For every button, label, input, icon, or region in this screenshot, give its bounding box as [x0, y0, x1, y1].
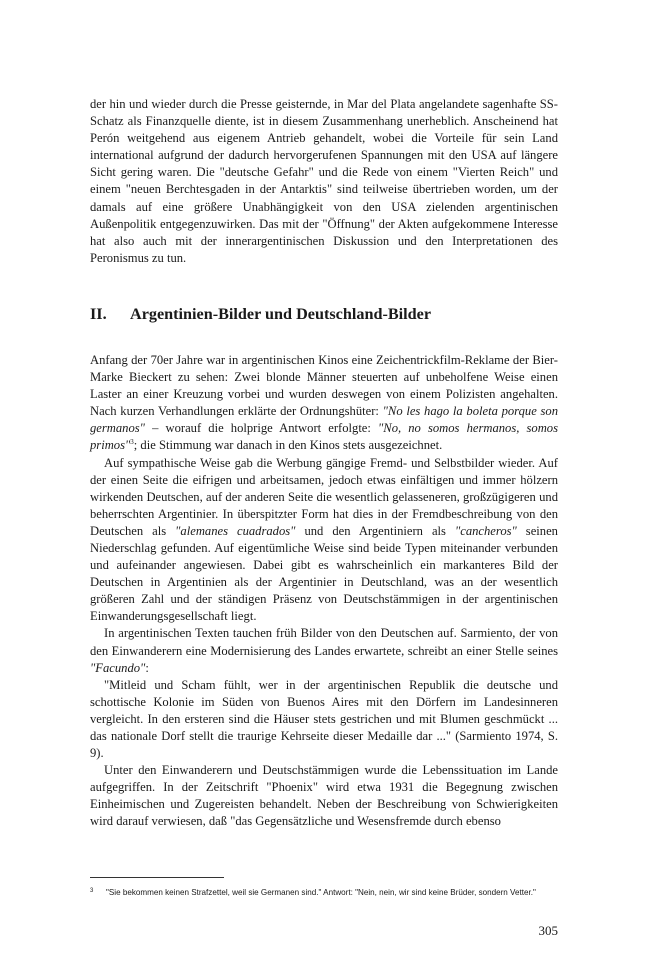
- page-body: [90, 96, 558, 831]
- section-title: Argentinien-Bilder und Deutschland-Bilder: [130, 304, 432, 323]
- text-run: In argentinischen Texten tauchen früh Bilder von den Deutschen auf. Sarmiento, der von den Einwanderern eine Modernisierung des Landes erwartete, schreibt an einer Stelle seines: [90, 626, 558, 658]
- quote-policeman: "No les hago la boleta porque son germanos": [90, 404, 558, 436]
- footnote-mark: 3: [90, 888, 94, 894]
- section-number: II.: [90, 304, 107, 323]
- paragraph-continued: der hin und wieder durch die Presse geisternde, in Mar del Plata angelandete sagenhafte SS-Schatz als Finanzquelle diente, ist in diesem Zusammenhang unerheblich. Anscheinend hat Perón weitgehend aus eigenem Antrieb gehandelt, wobei die Vorteile für sein Land international aufgrund der dadurch hervorgerufenen Spannungen mit den USA auf längere Sicht gering waren. Die "deutsche Gefahr" und die Rede von einem "Vierten Reich" und einem "neuen Berchtesgaden in der Antarktis" sind teilweise übertrieben worden, um der damals auf eine größere Unabhängigkeit von den USA zielenden argentinischen Außenpolitik entgegenzuwirken. Das mit der "Öffnung" der Akten aufgekommene Interesse hat also auch mit der innerargentinischen Diskussion und den Interpretationen des Peronismus zu tun.: [90, 97, 558, 265]
- paragraph-stereotypes: [90, 455, 558, 626]
- footnote-text: "Sie bekommen keinen Strafzettel, weil sie Germanen sind." Antwort: "Nein, nein, wir sind keine Brüder, sondern Vetter.": [106, 888, 536, 897]
- text-run: – worauf die holprige Antwort erfolgte:: [144, 421, 379, 436]
- text-run: Anfang der 70er Jahre war in argentinischen Kinos eine Zeichentrickfilm-Reklame der Bier-Marke Bieckert zu sehen: Zwei blonde Männer steuerten auf unbeholfene Weise einen Laster an einer Kreuzung vorbei und wurden deswegen von einem Polizisten angehalten. Nach kurzen Verhandlungen erklärte der Ordnungshüter:: [90, 352, 558, 419]
- text-run: und den Argentiniern als: [295, 523, 455, 538]
- paragraph-phoenix: Unter den Einwanderern und Deutschstämmigen wurde die Lebenssituation im Lande aufgegriffen. In der Zeitschrift "Phoenix" wird etwa 1931 die Begegnung zwischen Einheimischen und Zugereisten behandelt. Neben der Beschreibung von Schwierigkeiten wird darauf verwiesen, daß "das Gegensätzliche und Wesensfremde durch ebenso: [90, 763, 558, 829]
- section-heading: [90, 304, 558, 324]
- footnote-divider: [90, 877, 224, 878]
- book-title: "Facundo": [90, 660, 146, 675]
- block-quote-sarmiento: "Mitleid und Scham fühlt, wer in der argentinischen Republik die deutsche und schottische Kolonie im Süden von Buenos Aires mit den Dörfern im Landesinneren vergleicht. In den ersteren sind die Häuser stets gestrichen und mit Blumen geschmückt ... das nationale Dorf stellt die traurige Kehrseite dieser Medaille dar ..." (Sarmiento 1974, S. 9).: [90, 677, 558, 761]
- text-run: ; die Stimmung war danach in den Kinos stets ausgezeichnet.: [133, 438, 443, 453]
- page-number: 305: [538, 923, 558, 938]
- paragraph-advertisement: [90, 352, 558, 455]
- text-run: seinen Niederschlag gefunden. Auf eigentümliche Weise sind beide Typen miteinander verbunden und aufeinander angewiesen. Dabei gibt es wahrscheinlich ein markanteres Bild der Deutschen in Argentinien als der Argentinier in Deutschland, was an der wesentlich größeren Zahl und der ständigen Präsenz von Deutschstämmigen in der argentinischen Einwanderungsgesellschaft liegt.: [90, 523, 558, 624]
- text-run: Auf sympathische Weise gab die Werbung gängige Fremd- und Selbstbilder wieder. Auf der einen Seite die eifrigen und arbeitsamen, jedoch etwas einfältigen und immer hölzern wirkenden Deutschen, auf der anderen Seite die wesentlich gelasseneren, großzügigeren und beherrschten Argentinier. In überspitzter Form hat dies in der Fremdbeschreibung von den Deutschen als: [90, 455, 558, 538]
- paragraph-sarmiento: [90, 625, 558, 676]
- term-alemanes: "alemanes cuadrados": [175, 523, 296, 538]
- footnote-reference: 3: [130, 438, 134, 447]
- term-cancheros: "cancheros": [454, 523, 517, 538]
- quote-answer: "No, no somos hermanos, somos primos": [90, 421, 558, 453]
- text-run: :: [145, 660, 149, 675]
- footnote: [90, 886, 558, 899]
